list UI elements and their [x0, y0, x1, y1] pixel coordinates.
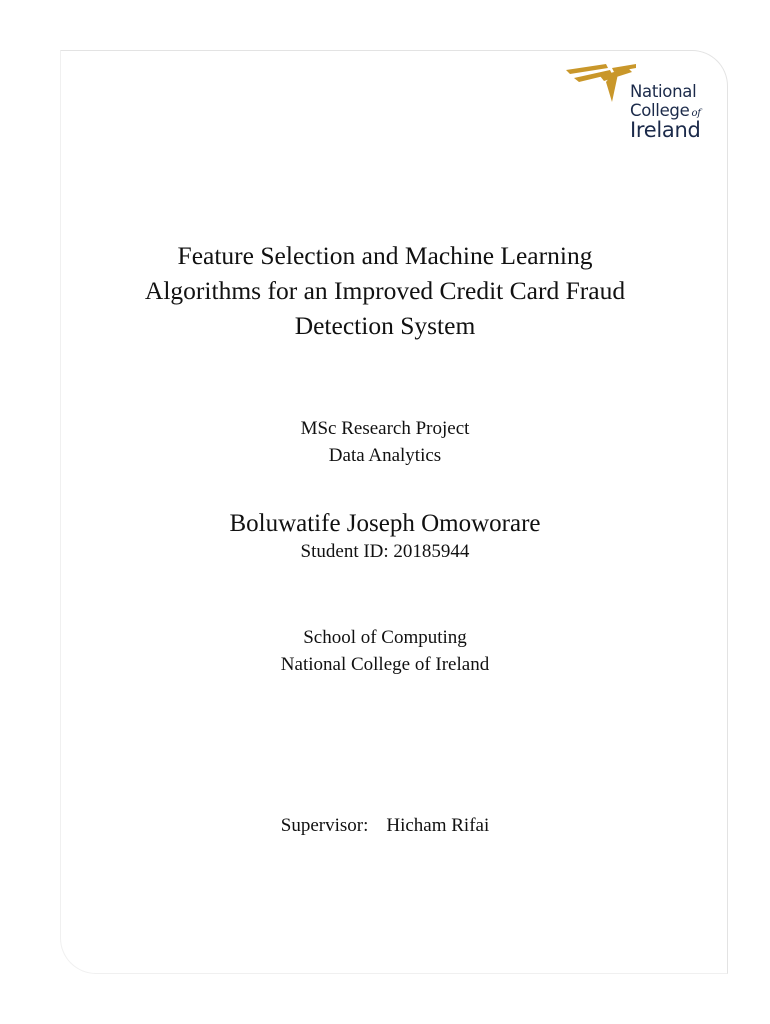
logo-word-of: of [691, 107, 701, 119]
college-logo-text [630, 84, 701, 141]
logo-word-college [630, 100, 701, 120]
college-logo-mark-icon [566, 64, 638, 108]
college-name: National College of Ireland [280, 654, 490, 675]
logo-word-national: National [630, 82, 697, 101]
school-name: School of Computing [303, 627, 467, 648]
supervisor-line [0, 812, 770, 839]
author-name: Boluwatife Joseph Omoworare [229, 510, 541, 537]
college-logo [566, 64, 716, 154]
degree-info [0, 415, 770, 469]
degree-field: Data Analytics [328, 445, 442, 466]
degree-program: MSc Research Project [300, 418, 470, 439]
title-line-3: Detection System [294, 311, 476, 340]
document-title [0, 238, 770, 343]
title-line-1: Feature Selection and Machine Learning [177, 241, 593, 270]
supervisor-label: Supervisor: [280, 815, 369, 836]
logo-college-text: College [630, 100, 690, 120]
supervisor-name: Hicham Rifai [386, 815, 490, 836]
institution-info [0, 624, 770, 678]
title-line-2: Algorithms for an Improved Credit Card Fraud [144, 276, 626, 305]
student-id: Student ID: 20185944 [300, 541, 470, 562]
logo-word-ireland: Ireland [630, 118, 701, 142]
